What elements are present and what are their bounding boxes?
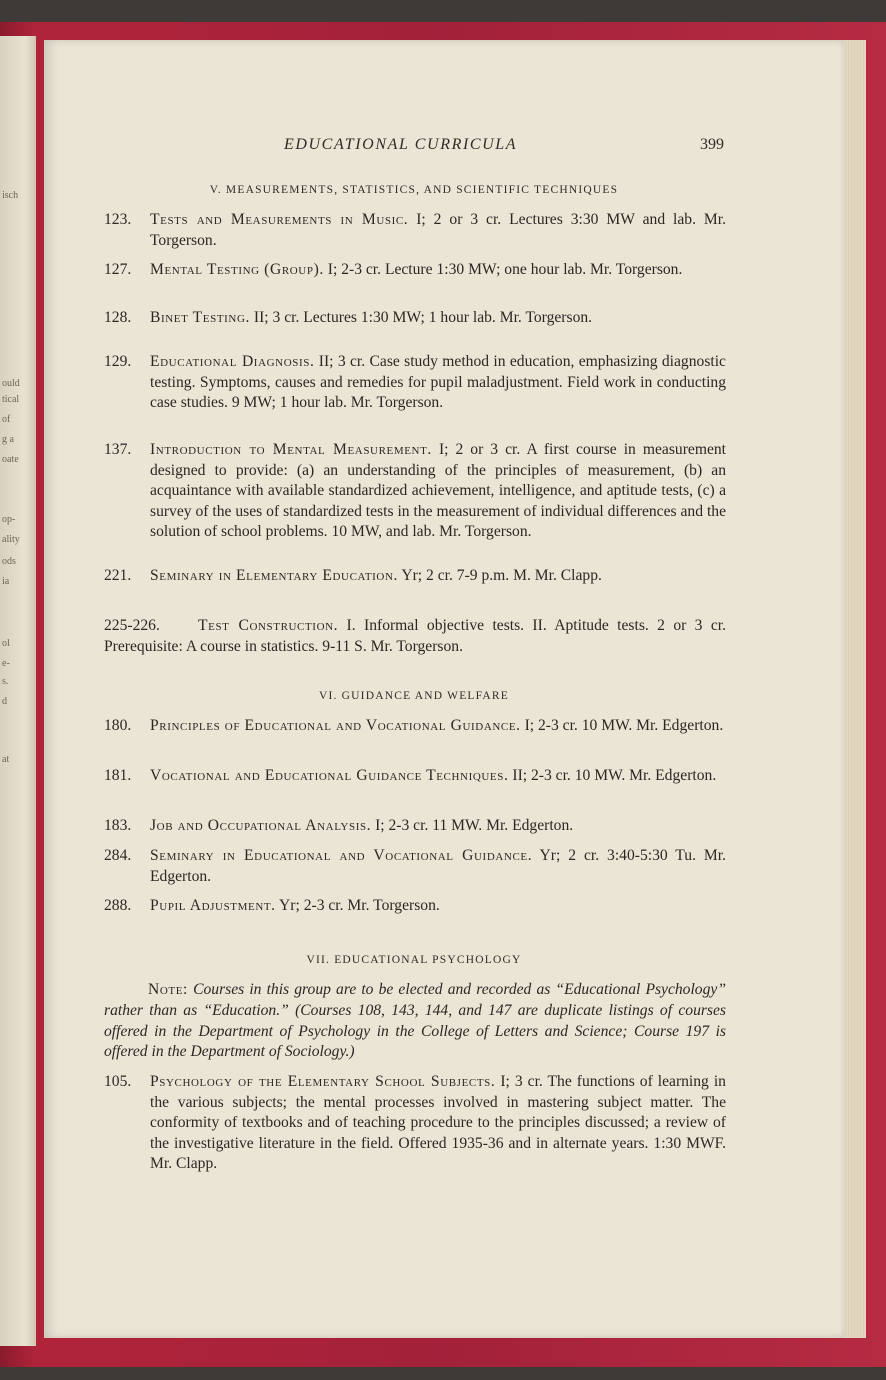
course-title: Seminary in Elementary Education. [150,567,399,584]
margin-fragment: e- [2,658,10,669]
course-details: I; 2-3 cr. Lecture 1:30 MW; one hour lab. Mr. Torgerson. [327,261,683,278]
margin-fragment: ould [2,378,20,389]
page-number: 399 [700,136,724,153]
course-title: Psychology of the Elementary School Subjects. [150,1073,496,1090]
course-entry [104,210,726,251]
course-number: 123. [104,211,132,228]
course-entry [104,846,726,887]
section-heading: VI. GUIDANCE AND WELFARE [318,690,509,702]
margin-fragment: ality [2,534,20,545]
course-title: Job and Occupational Analysis. [150,817,372,834]
course-number: 284. [104,847,132,864]
course-details: Yr; 2 cr. 7-9 p.m. M. Mr. Clapp. [401,567,602,584]
course-entry [104,352,726,414]
margin-fragment: tical [2,394,20,405]
course-details: Yr; 2 cr. 3:40-5:30 Tu. Mr. Edgerton. [150,847,726,885]
course-details: I; 2-3 cr. 10 MW. Mr. Edgerton. [524,717,724,734]
course-details: II; 2-3 cr. 10 MW. Mr. Edgerton. [512,767,717,784]
running-header [284,132,724,156]
course-number: 137. [104,441,132,458]
margin-fragment: op- [2,514,16,525]
section-heading: VII. EDUCATIONAL PSYCHOLOGY [306,954,522,966]
course-entry [104,816,726,837]
course-title: Seminary in Educational and Vocational Guidance. [150,847,533,864]
margin-fragment: g a [2,434,14,445]
note-label: Note: [148,981,188,998]
course-title: Educational Diagnosis. [150,353,315,370]
course-details: I; 2 or 3 cr. Lectures 3:30 MW and lab. Mr. Torgerson. [150,211,727,249]
section-note [104,980,726,1063]
course-number: 129. [104,353,132,370]
course-entry [104,566,726,587]
course-number: 105. [104,1073,132,1090]
course-title: Introduction to Mental Measurement. [150,441,432,458]
course-details: II; 3 cr. Lectures 1:30 MW; 1 hour lab. Mr. Torgerson. [253,309,593,326]
margin-fragment: isch [2,190,19,201]
course-entry [104,896,726,917]
course-title: Principles of Educational and Vocational Guidance. [150,717,521,734]
course-number: 127. [104,261,132,278]
course-details: II; 3 cr. Case study method in education, emphasizing diagnostic testing. Symptoms, causes and remedies for pupil maladjustment. Field work in conducting case studies. 9 MW; 1 hour lab. Mr. Torgerson. [150,353,726,412]
course-entry [104,716,726,737]
margin-fragment: ol [2,638,10,649]
course-details: I; 2-3 cr. 11 MW. Mr. Edgerton. [375,817,574,834]
course-details: I; 3 cr. The functions of learning in the various subjects; the mental processes involved in mastering subject matter. The conformity of textbooks and of teaching procedure to the principles discussed; a review of the investigative literature in the field. Offered 1935-36 and in alternate years. 1:30 MWF. Mr. Clapp. [150,1073,726,1173]
course-details: I; 2 or 3 cr. A first course in measurement designed to provide: (a) an understanding of the principles of measurement, (b) an acquaintance with available standardized achievement, intelligence, and aptitude tests, (c) a survey of the uses of standardized tests in the measurement of individual differences and the solution of school problems. 10 MW, and lab. Mr. Torgerson. [150,441,727,541]
course-title: Tests and Measurements in Music. [150,211,409,228]
course-number: 225-226. [104,617,160,634]
course-number: 288. [104,897,132,914]
course-number: 180. [104,717,132,734]
course-entry [104,440,726,543]
course-entry [104,1072,726,1175]
course-title: Test Construction. [198,617,339,634]
section-heading: V. MEASUREMENTS, STATISTICS, AND SCIENTIFIC TECHNIQUES [209,184,619,196]
margin-fragment: at [2,754,10,765]
running-title: EDUCATIONAL CURRICULA [284,136,518,153]
margin-fragment: ia [2,576,10,587]
course-title: Pupil Adjustment. [150,897,276,914]
course-number: 181. [104,767,132,784]
course-number: 183. [104,817,132,834]
course-entry [104,260,726,281]
page-stack-edge [844,40,866,1338]
margin-fragment: s. [2,676,9,687]
margin-fragment: of [2,414,11,425]
course-title: Vocational and Educational Guidance Techniques. [150,767,509,784]
course-title: Binet Testing. [150,309,250,326]
course-title: Mental Testing (Group). [150,261,324,278]
note-text: Courses in this group are to be elected and recorded as “Educational Psychology” rather than as “Education.” (Courses 108, 143, 144, and 147 are duplicate listings of courses offered in the Department of Psychology in the College of Letters and Science; Course 197 is offered in the Department of Sociology.) [104,981,726,1061]
facing-page-edge [0,36,36,1346]
course-entry [104,766,726,787]
margin-fragment: d [2,696,7,707]
course-entry [104,308,726,329]
margin-fragment: oate [2,454,19,465]
course-number: 221. [104,567,132,584]
course-number: 128. [104,309,132,326]
margin-fragment: ods [2,556,16,567]
course-details: I. Informal objective tests. II. Aptitude tests. 2 or 3 cr. Prerequisite: A course in statistics. 9-11 S. Mr. Torgerson. [104,617,726,655]
course-entry [104,616,726,657]
course-details: Yr; 2-3 cr. Mr. Torgerson. [279,897,440,914]
